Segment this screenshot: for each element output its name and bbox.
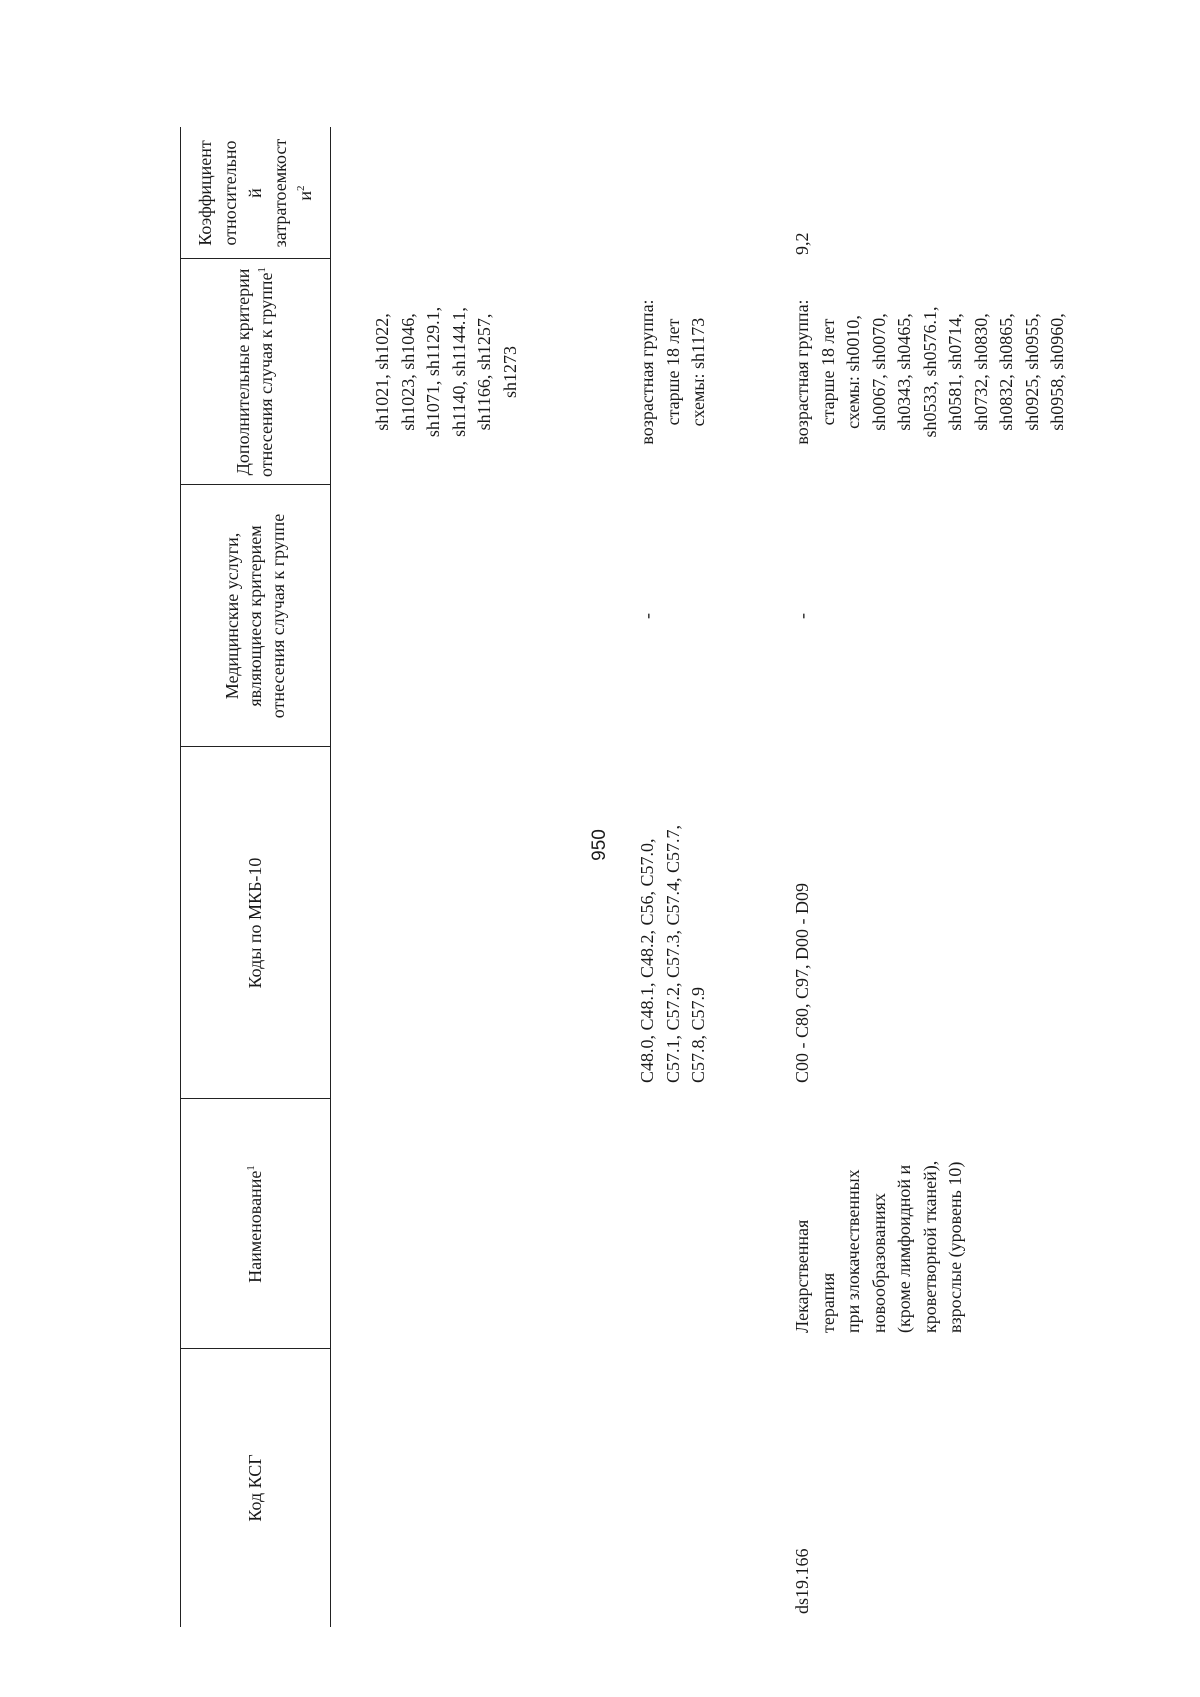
row-3-coef: 9,2 — [792, 232, 812, 255]
row-3-code: ds19.166 — [792, 1548, 812, 1614]
row-3-criteria: возрастная группа: старше 18 лет схемы: sh0010, sh0067, sh0070, sh0343, sh0465, sh0533, sh0576.1, sh0581, sh0714, sh0732, sh0830, sh0832, sh0865, sh0925, sh0955, sh0958, sh0960, — [792, 299, 1067, 445]
row-2-services: - — [637, 613, 657, 619]
header-coef: Коэффициент относительно й затратоемкост $и^2$ — [194, 138, 315, 248]
header-icd: Коды по МКБ-10 — [244, 857, 265, 989]
row-3-name: Лекарственная терапия при злокачественных новообразованиях (кроме лимфоидной и кроветворной тканей), взрослые (уровень 10) — [792, 1160, 965, 1333]
row-1-criteria: sh1021, sh1022, sh1023, sh1046, sh1071, sh1129.1, sh1140, sh1144.1, sh1166, sh1257, sh1273 — [372, 306, 520, 438]
header-services: Медицинские услуги, являющиеся критерием отнесения случая к группе — [221, 513, 288, 719]
row-2-criteria: возрастная группа: старше 18 лет схемы: sh1173 — [637, 299, 708, 445]
row-3-icd: C00 - C80, C97, D00 - D09 — [792, 882, 812, 1083]
header-code: Код КСГ — [244, 1454, 265, 1522]
header-name: Наименование$^1$ — [244, 1165, 265, 1283]
header-criteria: Дополнительные критерии отнесения случая к группе$^1$ — [233, 267, 276, 477]
rotated-table — [180, 127, 1200, 1627]
page-number: 950 — [589, 829, 610, 861]
row-3-services: - — [792, 613, 812, 619]
header-bottom-rule — [330, 127, 331, 1627]
row-2-icd: C48.0, C48.1, C48.2, C56, C57.0, C57.1, C57.2, C57.3, C57.4, C57.7, C57.8, C57.9 — [637, 824, 708, 1083]
